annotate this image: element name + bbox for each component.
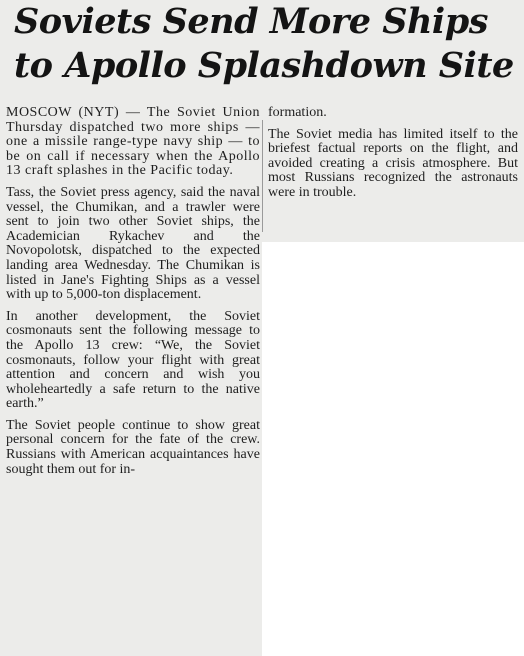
paragraph-2: Tass, the Soviet press agency, said the naval vessel, the Chumikan, and a trawler were sent to join two other Soviet ships, the Academician Rykachev and the Novopolotsk, dispatched to the expected landing area Wednesday. The Chumikan is listed in Jane's Fighting Ships as a vessel with up to 5,000-ton displacement. <box>6 184 260 303</box>
paragraph-5: The Soviet media has limited itself to the briefest factual reports on the flight, and avoided creating a crisis atmosphere. But most Russians recognized the astronauts were in trouble. <box>268 126 518 200</box>
paragraph-4: The Soviet people continue to show great personal concern for the fate of the crew. Russians with American acquaintances have sought them out for in- <box>6 417 260 477</box>
paragraph-1: MOSCOW (NYT) — The Soviet Union Thursday dispatched two more ships — one a missile range-type navy ship — to be on call if necessary when the Apollo 13 craft splashes in the Pacific today. <box>6 105 260 179</box>
article-column-right <box>268 106 518 208</box>
article-column-left <box>6 106 260 484</box>
paragraph-3: In another development, the Soviet cosmonauts sent the following message to the Apollo 13 crew: “We, the Soviet cosmonauts, follow your flight with great attention and concern and wish you wholeheartedly a safe return to the native earth.” <box>6 308 260 412</box>
paragraph-continuation: formation. <box>268 105 327 120</box>
column-divider <box>262 120 263 232</box>
headline: Soviets Send More Ships to Apollo Splashdown Site <box>14 1 514 86</box>
